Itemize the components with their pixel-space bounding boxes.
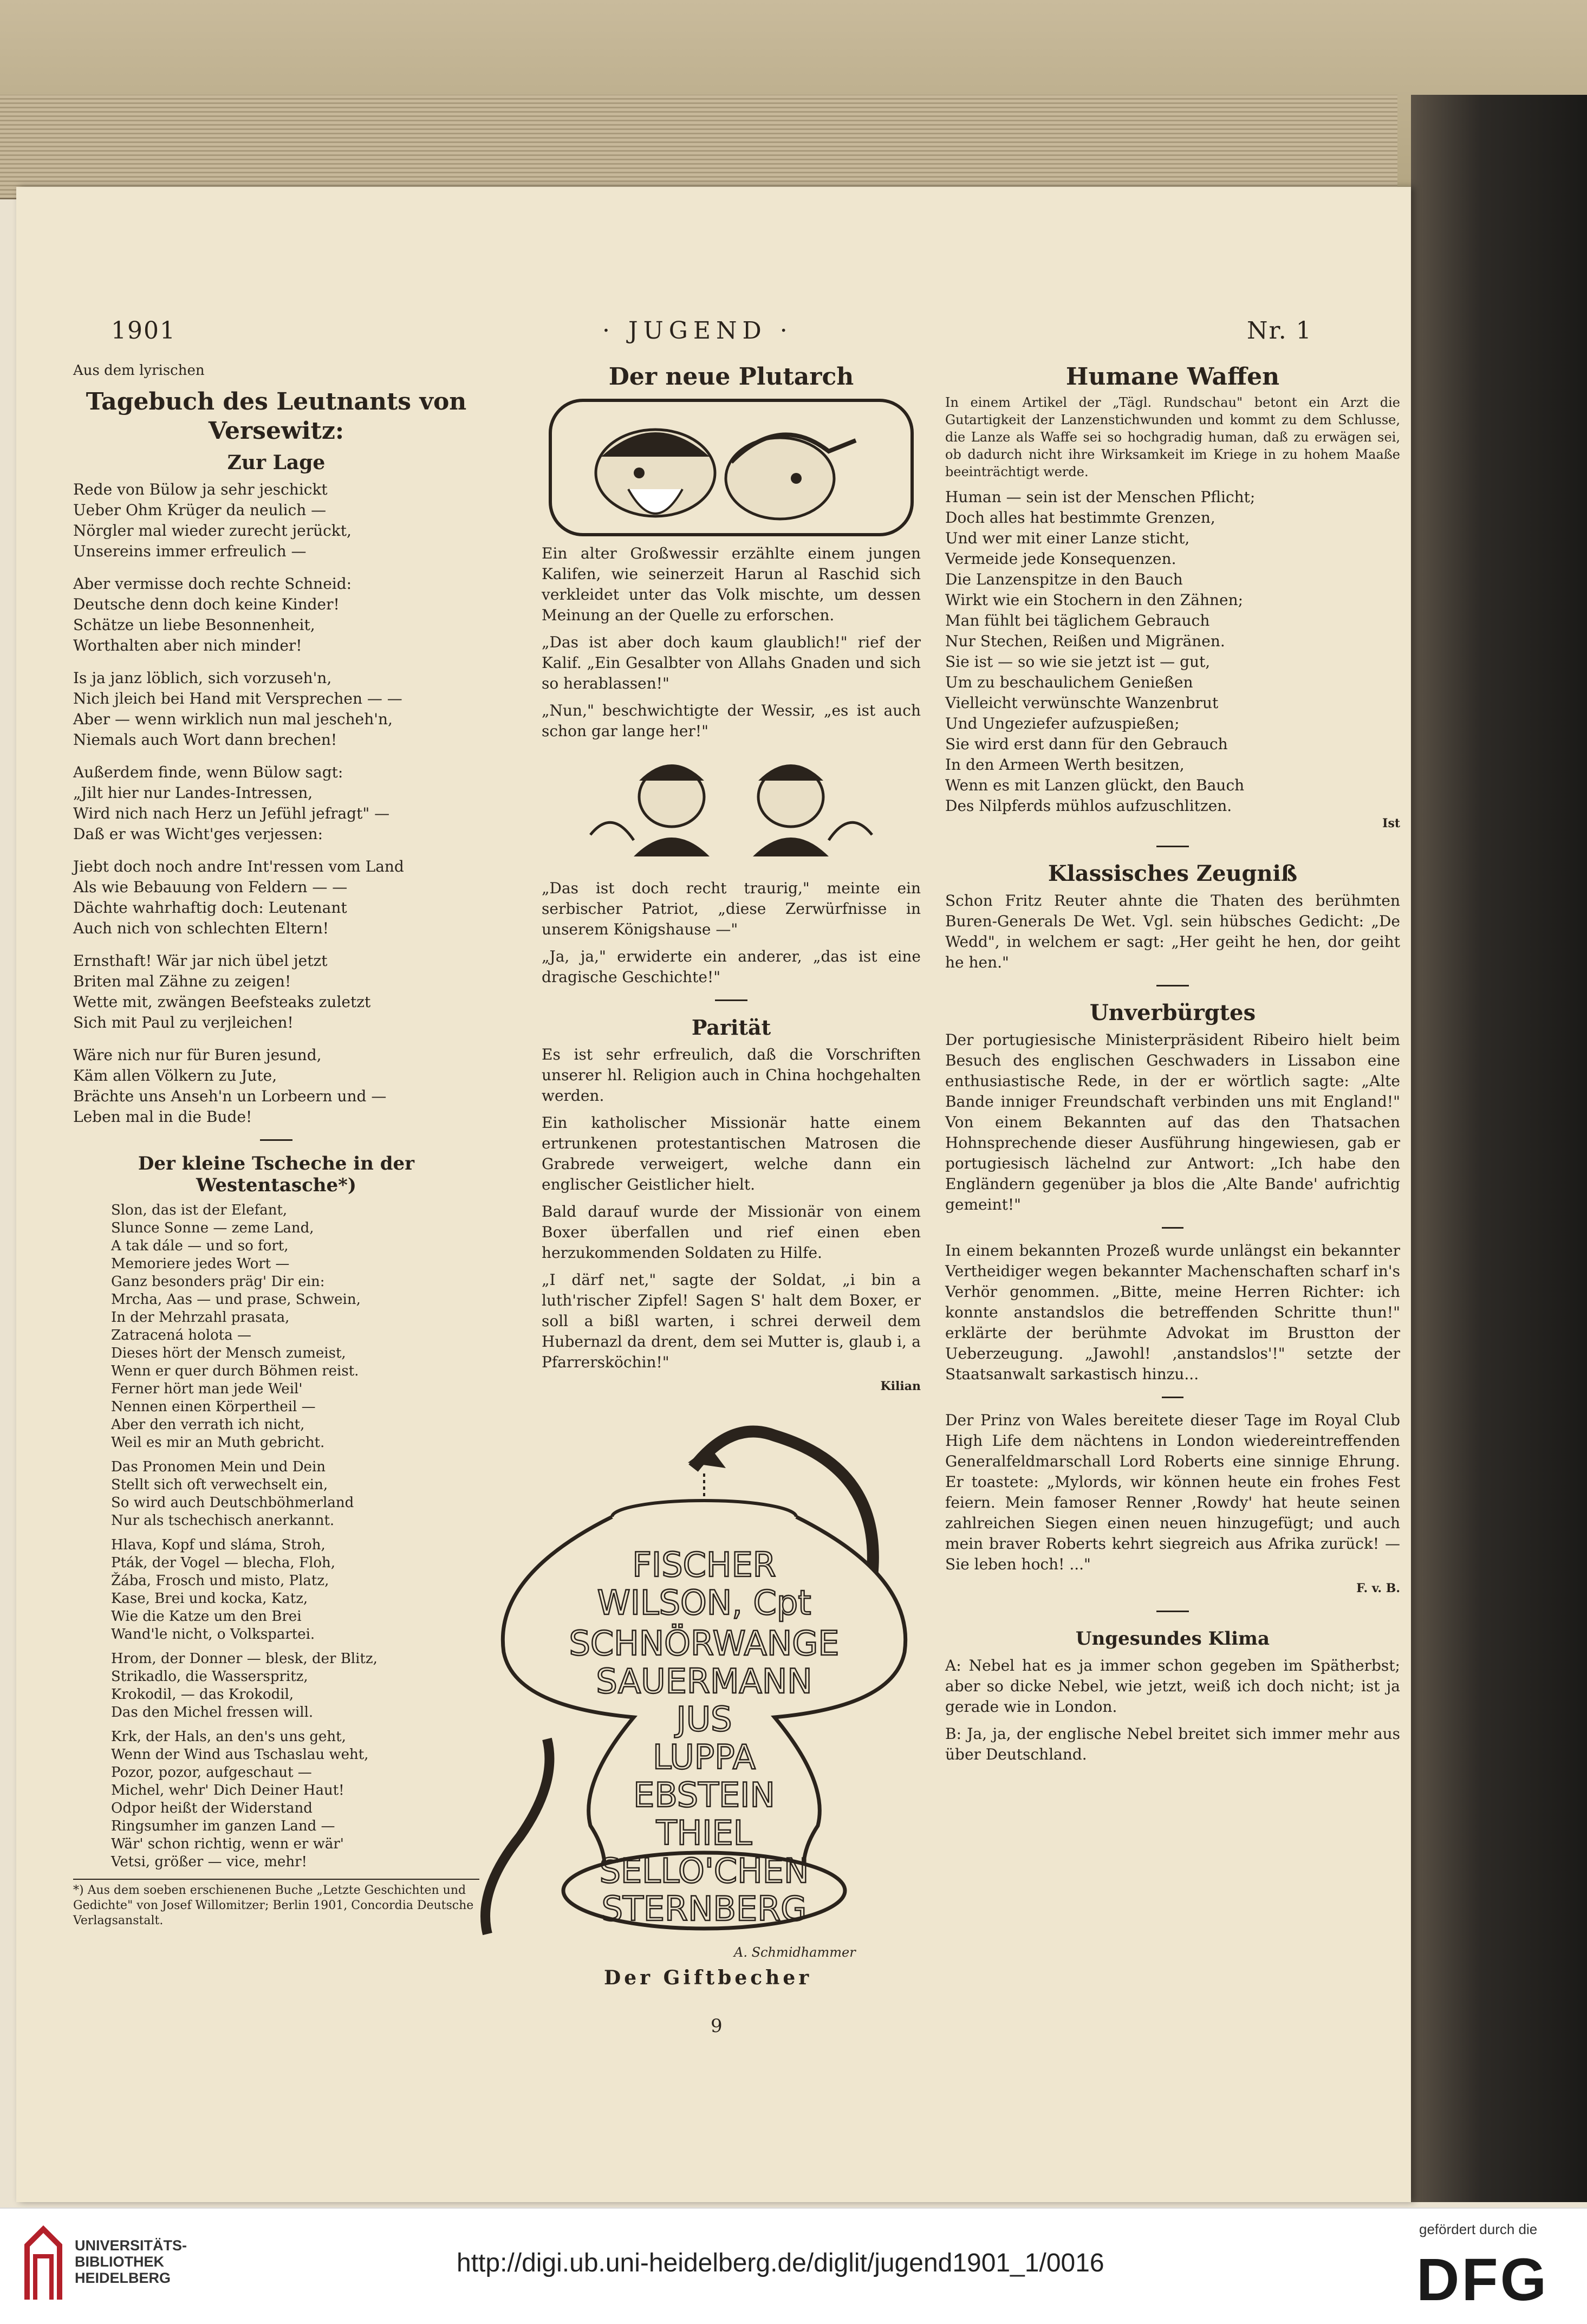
pot-word: SCHNÖRWANGE (569, 1624, 840, 1663)
divider (1156, 1611, 1189, 1612)
article-title: Unverbürgtes (1089, 1000, 1256, 1025)
column-left (73, 360, 479, 1929)
paragraph: Der portugiesische Ministerpräsident Ribeiro hielt beim Besuch des englischen Geschwaders in Lissabon eine enthusiastische Rede, in der er wörtlich sagte: „Alte Bande inniger Freundschaft verbinden uns mit England!" Von einem Bekannten auf das den Thatsachen Hohnsprechende dieser Ausführung hingewiesen, gab er portugiesisch lächelnd zur Antwort: „Ich habe den Engländern gegenüber ja blos die ‚Alte Bande' aufrichtig gemeint!" (945, 1031, 1400, 1213)
paragraph: B: Ja, ja, der englische Nebel breitet sich immer mehr aus über Deutschland. (945, 1725, 1400, 1763)
article-title: Ungesundes Klima (1075, 1628, 1270, 1650)
article-title: Klassisches Zeugniß (1048, 861, 1298, 886)
book-spine-shadow (1411, 95, 1587, 2202)
divider (1156, 985, 1189, 986)
poem-stanza: Hrom, der Donner — blesk, der Blitz, Strikadlo, die Wasserspritz, Krokodil, — das Krokodil, Das den Michel fressen will. (111, 1651, 378, 1721)
book-page-edges (0, 95, 1397, 199)
footnote: *) Aus dem soeben erschienenen Buche „Letzte Geschichten und Gedichte" von Josef Willomitzer; Berlin 1901, Concordia Deutsche Verlagsanstalt. (73, 1879, 479, 1929)
column-right (945, 360, 1400, 1771)
pot-word: FISCHER (632, 1545, 776, 1585)
pot-word: EBSTEIN (633, 1775, 775, 1815)
poem-stanza: Das Pronomen Mein und Dein Stellt sich oft verwechselt ein, So wird auch Deutschböhmerland Nur als tschechisch anerkannt. (111, 1459, 354, 1529)
header-issue: Nr. 1 (1247, 317, 1312, 345)
article-title: Humane Waffen (1065, 363, 1280, 391)
paragraph: Ein katholischer Missionär hatte einem ertrunkenen protestantischen Matrosen die Grabrede verweigert, welche dann ein englischer Geistlicher hielt. (542, 1114, 921, 1193)
divider (1162, 1397, 1183, 1398)
plutarch-illustration (547, 397, 915, 538)
poem-stanza: Hlava, Kopf und sláma, Stroh, Pták, der Vogel — blecha, Floh, Žába, Frosch und misto, Platz, Kase, Brei und kocka, Katz, Wie die Katze um den Brei Wand'le nicht, o Volkspartei. (111, 1537, 336, 1643)
serbian-patriots-illustration (569, 748, 894, 873)
poem-stanza: Aber vermisse doch rechte Schneid: Deutsche denn doch keine Kinder! Schätze un liebe Besonnenheit, Worthalten aber nich minder! (73, 575, 352, 654)
page-number: 9 (711, 2015, 723, 2037)
article-title: Der neue Plutarch (608, 363, 854, 391)
pot-word: THIEL (656, 1813, 752, 1853)
poem-stanza: Jiebt doch noch andre Int'ressen vom Land Als wie Bebauung von Feldern — — Dächte wahrhaftig doch: Leutenant Auch nich von schlechten Eltern! (73, 858, 404, 937)
poem-stanza: Die Lanzenspitze in den Bauch Wirkt wie ein Stochern in den Zähnen; Man fühlt bei täglichem Gebrauch Nur Stechen, Reißen und Migränen. (945, 570, 1244, 650)
poem-stanza: Human — sein ist der Menschen Pflicht; Doch alles hat bestimmte Grenzen, Und wer mit einer Lanze sticht, Vermeide jede Konsequenzen. (945, 488, 1256, 568)
poem-subtitle: Zur Lage (227, 451, 326, 474)
paragraph: Ein alter Großwessir erzählte einem jungen Kalifen, wie seinerzeit Harun al Raschid sich verkleidet unter das Volk mischte, um dessen Meinung an der Quelle zu erforschen. (542, 544, 921, 624)
library-name: UNIVERSITÄTS- BIBLIOTHEK HEIDELBERG (75, 2237, 187, 2286)
poem-stanza: Slon, das ist der Elefant, Slunce Sonne — zeme Land, A tak dále — und so fort, Memoriere jedes Wort — Ganz besonders präg' Dir ein: Mrcha, Aas — und prase, Schwein, In der Mehrzahl prasata, Zatracená holota — Dieses hört der Mensch zumeist, Wenn er quer durch Böhmen reist. Ferner hört man jede Weil' Nennen einen Körpertheil — Aber den verrath ich nicht, Weil es mir an Muth gebricht. (111, 1202, 361, 1451)
paragraph: Schon Fritz Reuter ahnte die Thaten des berühmten Buren-Generals De Wet. Vgl. sein hübsches Gedicht: „De Wedd", in welchem er sagt: „Her geiht he hen, dor geiht he hen." (945, 892, 1400, 971)
poem-stanza: Außerdem finde, wenn Bülow sagt: „Jilt hier nur Landes-Intressen, Wird nich nach Herz un Jefühl jefragt" — Daß er was Wicht'ges verjessen: (73, 763, 390, 843)
divider (1162, 1227, 1183, 1229)
paragraph: A: Nebel hat es ja immer schon gegeben im Spätherbst; aber so dicke Nebel, wie jetzt, weiß ich doch nicht; ist ja gerade wie in London. (945, 1657, 1400, 1716)
poem-stanza: Sie wird erst dann für den Gebrauch In den Armeen Werth besitzen, Wenn es mit Lanzen glückt, den Bauch Des Nilpferds mühlos aufzuschlitzen. (945, 735, 1245, 815)
paragraph: Der Prinz von Wales bereitete dieser Tage im Royal Club High Life dem nächtens in London wiedereintreffenden Generalfeldmarschall Lord Roberts eine sinnige Ehrung. Er toastete: „Mylords, wir können heute ein frohes Fest feiern. Mein famoser Renner ‚Rowdy' hat heute seinen zahlreichen Siegen einen neuen hinzugefügt; und auch mein braver Roberts kehrt siegreich aus Afrika zurück! — Sie leben hoch! ..." (945, 1411, 1400, 1573)
header-year: 1901 (111, 317, 176, 345)
divider (260, 1139, 292, 1141)
divider (715, 999, 747, 1001)
pot-word: JUS (676, 1699, 732, 1739)
poem-stanza: Sie ist — so wie sie jetzt ist — gut, Um zu beschaulichem Genießen Vielleicht verwünschte Wanzenbrut Und Ungeziefer aufzuspießen; (945, 653, 1219, 732)
illustrator-credit: A. Schmidhammer (734, 1945, 856, 1960)
poem-stanza: Rede von Bülow ja sehr jeschickt Ueber Ohm Krüger da neulich — Nörgler mal wieder zurecht jerückt, Unsereins immer erfreulich — (73, 481, 352, 560)
header-title: · JUGEND · (602, 317, 793, 345)
paragraph: „Das ist aber doch kaum glaublich!" rief der Kalif. „Ein Gesalbter von Allahs Gnaden und sich so herablassen!" (542, 633, 921, 692)
divider (1156, 846, 1189, 847)
paragraph: „Nun," beschwichtigte der Wessir, „es ist auch schon gar lange her!" (542, 702, 921, 740)
pot-word: SELLO'CHEN (599, 1851, 809, 1891)
poem-stanza: Is ja janz löblich, sich vorzuseh'n, Nich jleich bei Hand mit Versprechen — — Aber — wenn wirklich nun mal jescheh'n, Niemals auch Wort dann brechen! (73, 669, 402, 749)
university-logo-icon (16, 2224, 70, 2305)
article-kicker: Aus dem lyrischen (73, 362, 205, 379)
giftbecher-illustration (471, 1403, 942, 1956)
poem-stanza: Ernsthaft! Wär jar nich übel jetzt Briten mal Zähne zu zeigen! Wette mit, zwängen Beefsteaks zuletzt Sich mit Paul zu verjleichen! (73, 952, 371, 1031)
funding-note: gefördert durch die (1419, 2221, 1538, 2237)
column-middle (542, 360, 921, 1402)
article-title: Der kleine Tscheche in der Westentasche*) (138, 1153, 415, 1196)
pot-word: SAUERMANN (596, 1661, 812, 1701)
paragraph: „I därf net," sagte der Soldat, „i bin a luth'rischer Zipfel! Sagen S' halt dem Boxer, er soll a bißl warten, i schrei derweil dem Hubernazl da drent, dem sei Mutter is, glaub i, a Pfarrersköchin!" (542, 1271, 921, 1371)
paragraph: „Das ist doch recht traurig," meinte ein serbischer Patriot, „diese Zerwürfnisse in unserem Königshause —" (542, 879, 921, 938)
author-signature: Kilian (880, 1379, 921, 1393)
paragraph: Bald darauf wurde der Missionär von einem Boxer überfallen und rief einen eben herzukommenden Soldaten zu Hilfe. (542, 1203, 921, 1262)
poem-stanza: Wäre nich nur für Buren jesund, Käm allen Völkern zu Jute, Brächte uns Anseh'n un Lorbeern und — Leben mal in die Bude! (73, 1046, 387, 1126)
illustration-caption: Der Giftbecher (604, 1966, 812, 1989)
article-title: Tagebuch des Leutnants von Versewitz: (86, 388, 467, 445)
author-signature: F. v. B. (1356, 1581, 1400, 1595)
pot-word: STERNBERG (601, 1889, 807, 1929)
paragraph: „Ja, ja," erwiderte ein anderer, „das ist eine dragische Geschichte!" (542, 947, 921, 986)
article-title: Parität (691, 1015, 771, 1040)
document-url[interactable]: http://digi.ub.uni-heidelberg.de/diglit/jugend1901_1/0016 (457, 2249, 1104, 2277)
pot-word: LUPPA (652, 1737, 756, 1777)
paragraph: In einem bekannten Prozeß wurde unlängst ein bekannter Vertheidiger wegen bekannter Machenschaften scharf in's Verhör genommen. „Bitte, meine Herren Richter: ich konnte anstandslos die betreffenden Schritte thun!" erklärte der berühmte Advokat im Brustton der Ueberzeugung. „Jawohl! ‚anstandslos'!" setzte der Staatsanwalt sarkastisch hinzu... (945, 1242, 1400, 1383)
poem-body (73, 1202, 479, 1871)
paragraph: Es ist sehr erfreulich, daß die Vorschriften unserer hl. Religion auch in China hochgehalten werden. (542, 1046, 921, 1105)
pot-word: WILSON, Cpt (597, 1583, 811, 1622)
paragraph: In einem Artikel der „Tägl. Rundschau" betont ein Arzt die Gutartigkeit der Lanzenstichwunden und kommt zu dem Schlusse, die Lanze als Waffe sei so hochgradig human, daß zu erwägen sei, ob dadurch nicht ihre Wirksamkeit im Kriege in zu hohem Maaße beeinträchtigt werde. (945, 395, 1400, 479)
poem-stanza: Krk, der Hals, an den's uns geht, Wenn der Wind aus Tschaslau weht, Pozor, pozor, aufgeschaut — Michel, wehr' Dich Deiner Haut! Odpor heißt der Widerstand Ringsumher im ganzen Land — Wär' schon richtig, wenn er wär' Vetsi, größer — vice, mehr! (111, 1729, 369, 1870)
dfg-logo: DFG (1416, 2247, 1549, 2313)
author-signature: Ist (1382, 816, 1400, 830)
